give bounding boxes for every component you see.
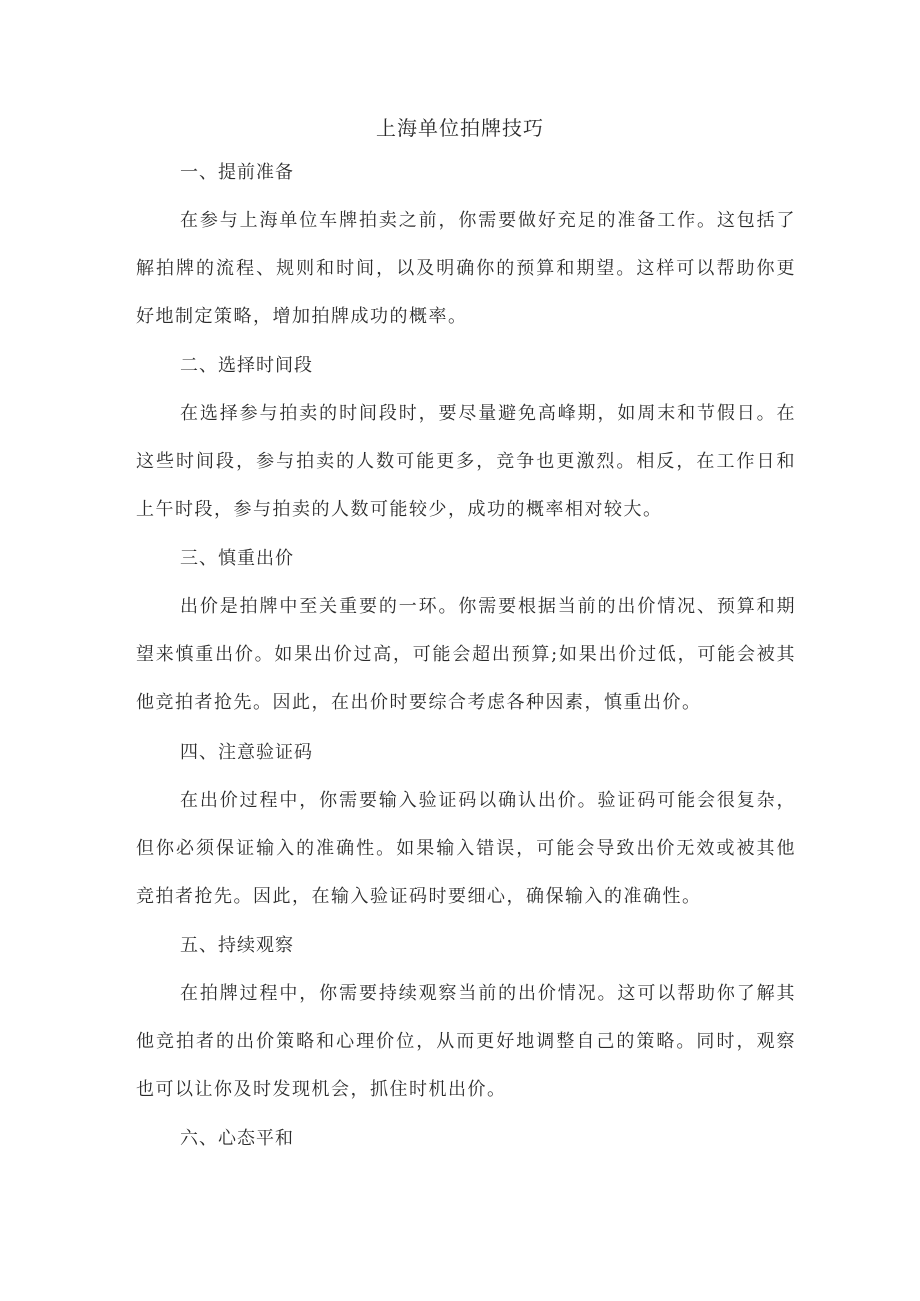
- section-heading-2: 二、选择时间段: [180, 355, 313, 376]
- section-paragraph-2: 在选择参与拍卖的时间段时，要尽量避免高峰期，如周末和节假日。在这些时间段，参与拍卖的人数可能更多，竞争也更激烈。相反，在工作日和上午时段，参与拍卖的人数可能较少，成功的概率相对较大。: [136, 403, 796, 520]
- document-title: 上海单位拍牌技巧: [376, 116, 544, 140]
- section-heading-3: 三、慎重出价: [180, 548, 294, 569]
- section-heading-6: 六、心态平和: [180, 1128, 294, 1149]
- section-paragraph-3: 出价是拍牌中至关重要的一环。你需要根据当前的出价情况、预算和期望来慎重出价。如果出价过高，可能会超出预算;如果出价过低，可能会被其他竞拍者抢先。因此，在出价时要综合考虑各种因素，慎重出价。: [136, 596, 796, 713]
- section-paragraph-4: 在出价过程中，你需要输入验证码以确认出价。验证码可能会很复杂，但你必须保证输入的准确性。如果输入错误，可能会导致出价无效或被其他竞拍者抢先。因此，在输入验证码时要细心，确保输入的准确性。: [136, 790, 796, 907]
- section-paragraph-5: 在拍牌过程中，你需要持续观察当前的出价情况。这可以帮助你了解其他竞拍者的出价策略和心理价位，从而更好地调整自己的策略。同时，观察也可以让你及时发现机会，抓住时机出价。: [136, 983, 796, 1100]
- section-heading-1: 一、提前准备: [180, 162, 294, 183]
- section-heading-4: 四、注意验证码: [180, 742, 313, 763]
- section-paragraph-1: 在参与上海单位车牌拍卖之前，你需要做好充足的准备工作。这包括了解拍牌的流程、规则和时间，以及明确你的预算和期望。这样可以帮助你更好地制定策略，增加拍牌成功的概率。: [136, 210, 796, 327]
- section-heading-5: 五、持续观察: [180, 935, 294, 956]
